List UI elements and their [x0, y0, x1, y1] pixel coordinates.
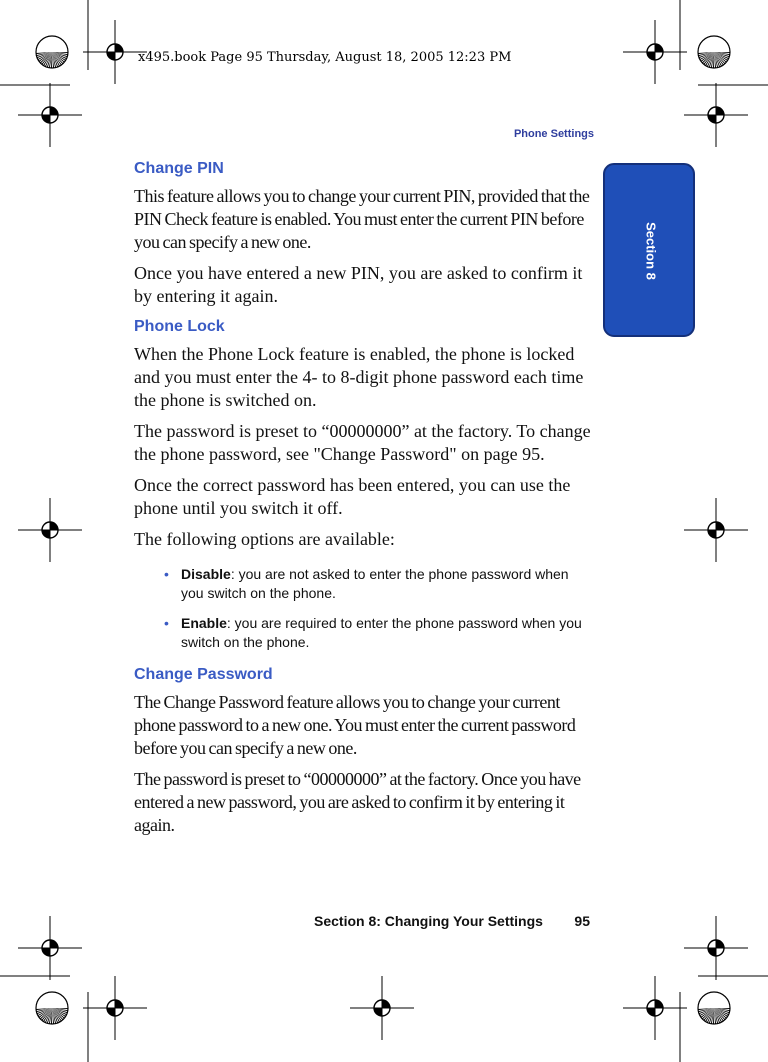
- paragraph: The password is preset to “00000000” at the factory. To change the phone password, see "Change Password" on page 95.: [134, 421, 591, 464]
- print-slug-line: x495.book Page 95 Thursday, August 18, 2005 12:23 PM: [138, 50, 512, 65]
- paragraph: Once you have entered a new PIN, you are asked to confirm it by entering it again.: [134, 263, 583, 306]
- section-tab: [603, 163, 695, 337]
- option-description: : you are required to enter the phone password when you switch on the phone.: [181, 615, 582, 650]
- running-header: Phone Settings: [513, 128, 594, 140]
- list-item: [164, 614, 594, 652]
- paragraph: Once the correct password has been entered, you can use the phone until you switch it off.: [134, 475, 571, 518]
- option-term: Disable: [181, 566, 231, 582]
- main-content: [134, 158, 594, 845]
- paragraph: The following options are available:: [134, 529, 395, 549]
- bullet-icon: •: [164, 566, 169, 582]
- paragraph: The password is preset to “00000000” at the factory. Once you have entered a new password, you are asked to confirm it by entering it again.: [134, 769, 581, 835]
- option-description: : you are not asked to enter the phone password when you switch on the phone.: [181, 566, 569, 601]
- option-term: Enable: [181, 615, 227, 631]
- section-tab-label: Section 8: [643, 222, 659, 280]
- heading-phone-lock: Phone Lock: [134, 318, 225, 335]
- paragraph: When the Phone Lock feature is enabled, the phone is locked and you must enter the 4- to 8-digit phone password each time the phone is switched on.: [134, 344, 584, 410]
- heading-change-pin: Change PIN: [134, 160, 224, 177]
- footer-title: Section 8: Changing Your Settings: [314, 913, 543, 929]
- heading-change-password: Change Password: [134, 666, 273, 683]
- page-number: 95: [574, 913, 590, 929]
- options-list: [134, 565, 594, 652]
- page-footer: [314, 913, 594, 929]
- list-item: [164, 565, 594, 603]
- bullet-icon: •: [164, 615, 169, 631]
- paragraph: This feature allows you to change your current PIN, provided that the PIN Check feature is enabled. You must enter the current PIN before you can specify a new one.: [134, 186, 590, 252]
- paragraph: The Change Password feature allows you to change your current phone password to a new one. You must enter the current password before you can specify a new one.: [134, 692, 576, 758]
